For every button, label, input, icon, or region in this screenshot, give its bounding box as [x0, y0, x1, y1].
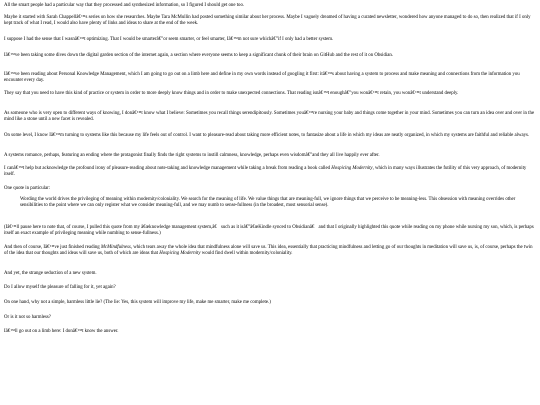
- paragraph-text: , which in many ways illustrates the futility of this very approach, of modernity itself.: [4, 166, 527, 177]
- paragraph: Do I allow myself the pleasure of falling for it, yet again?: [4, 285, 116, 290]
- paragraph: They say that you need to have this kind of practice or system in order to more deeply know things and in order to make unexpected connections. That reading isnâ€™t enoughâ€”you wonâ€™t retain, you wonâ€™t understand deeply.: [4, 91, 459, 96]
- paragraph: On some level, I know Iâ€™m turning to systems like this because my life feels out of control. I want to pleasure-read about taking more efficient notes, to fantasize about a life in which my ideas are neatly organized, in which my systems are faithful and reliable always.: [4, 133, 530, 138]
- paragraph-text: , which tears away the whole idea that mindfulness alone will save us. This idea, essentially that practicing mindfulness and letting go of our thoughts in meditation will save us, is, of course, perhaps the twin of the idea that our thoughts and ideas will save us, both of which are ideas that: [4, 245, 533, 256]
- paragraph: On one hand, why not a simple, harmless little lie? (The lie: Yes, this system will improve my life, make me smarter, make me complete.): [4, 300, 271, 305]
- paragraph: Iâ€™ve been taking some dives down the digital garden section of the internet again, a section where everyone seems to keep a significant chunk of their brain on GitHub and the rest of it on Obsidian.: [4, 53, 394, 58]
- paragraph: Iâ€™ll go out on a limb here: I donâ€™t know the answer.: [4, 329, 119, 334]
- paragraph: As someone who is very open to different ways of knowing, I donâ€™t know what I believe: Sometimes you recall things serendipitously. Sometimes youâ€™re nursing your baby and things come together in your mind. Sometimes you can turn an idea over and over in the mind like a stone until a new facet is revealed.: [4, 111, 535, 122]
- block-quote: Wording the world drives the privileging of meaning within modernity/coloniality. We search for the meaning of life. We value things that are meaning-full, we ignore things that we perceive to be meaning-less. This obsession with meaning overrides other sensibilities to the point where we can only register what we consider meaning-full, and we may numb to sense-fullness (in the broadest, most sensorial sense).: [20, 197, 516, 208]
- paragraph-text: And then of course, Iâ€™ve just finished reading: [4, 245, 101, 250]
- paragraph: A systems romance, perhaps, featuring an ending where the protagonist finally finds the right systems to instill calmness, knowledge, perhaps even wisdomâ€”and they all live happily ever after.: [4, 153, 380, 158]
- paragraph: I suppose I had the sense that I wasnâ€™t optimizing. That I would be smarterâ€”or seem smarter, or feel smarter, Iâ€™m not sure whichâ€”if I only had a better system.: [4, 37, 334, 42]
- paragraph: All the smart people had a particular way that they processed and synthesized information, so I figured I should get one too.: [4, 3, 245, 8]
- paragraph: [4, 245, 536, 256]
- paragraph-text: would find dwell within modernity/coloniality.: [200, 250, 293, 256]
- paragraph: One quote in particular:: [4, 186, 51, 191]
- paragraph: Or is it not so harmless?: [4, 315, 51, 320]
- book-title: Hospicing Modernity: [159, 250, 201, 256]
- paragraph: Maybe it started with Sarah Chappellâ€™s series on how she researches. Maybe Tara McMullin had posted something similar about her process. Maybe I vaguely dreamed of having a curated newsletter, wondered how anyone managed to do so, then realized that if I only kept track of what I read, I would also have plenty of links and ideas to share at the end of the week.: [4, 15, 531, 26]
- paragraph: (Iâ€™ll pause here to note that, of course, I pulled this quote from my â€œknowledge management system,â€ such as it isâ€”â€œKindle synced to Obsidianâ€ and that I originally highlighted this quote while reading on my phone while nursing my son, which, is perhaps itself an exact example of privileging meaning while numbing to sense-fullness.): [4, 225, 534, 236]
- paragraph: And yet, the strange seduction of a new system.: [4, 271, 97, 276]
- paragraph: Iâ€™ve been reading about Personal Knowledge Management, which I am going to go out on a limb here and define in my own words instead of googling it first: itâ€™s about having a system to process and make meaning and connections from the information you encounter every day.: [4, 72, 520, 83]
- book-title: McMindfulness: [100, 245, 131, 250]
- paragraph-text: I canâ€™t help but acknowledge the profound irony of pleasure-reading about note-taking and knowledge management while taking a break from reading a book called: [4, 166, 332, 171]
- paragraph: [4, 166, 536, 177]
- book-title: Hospicing Modernity: [331, 166, 373, 171]
